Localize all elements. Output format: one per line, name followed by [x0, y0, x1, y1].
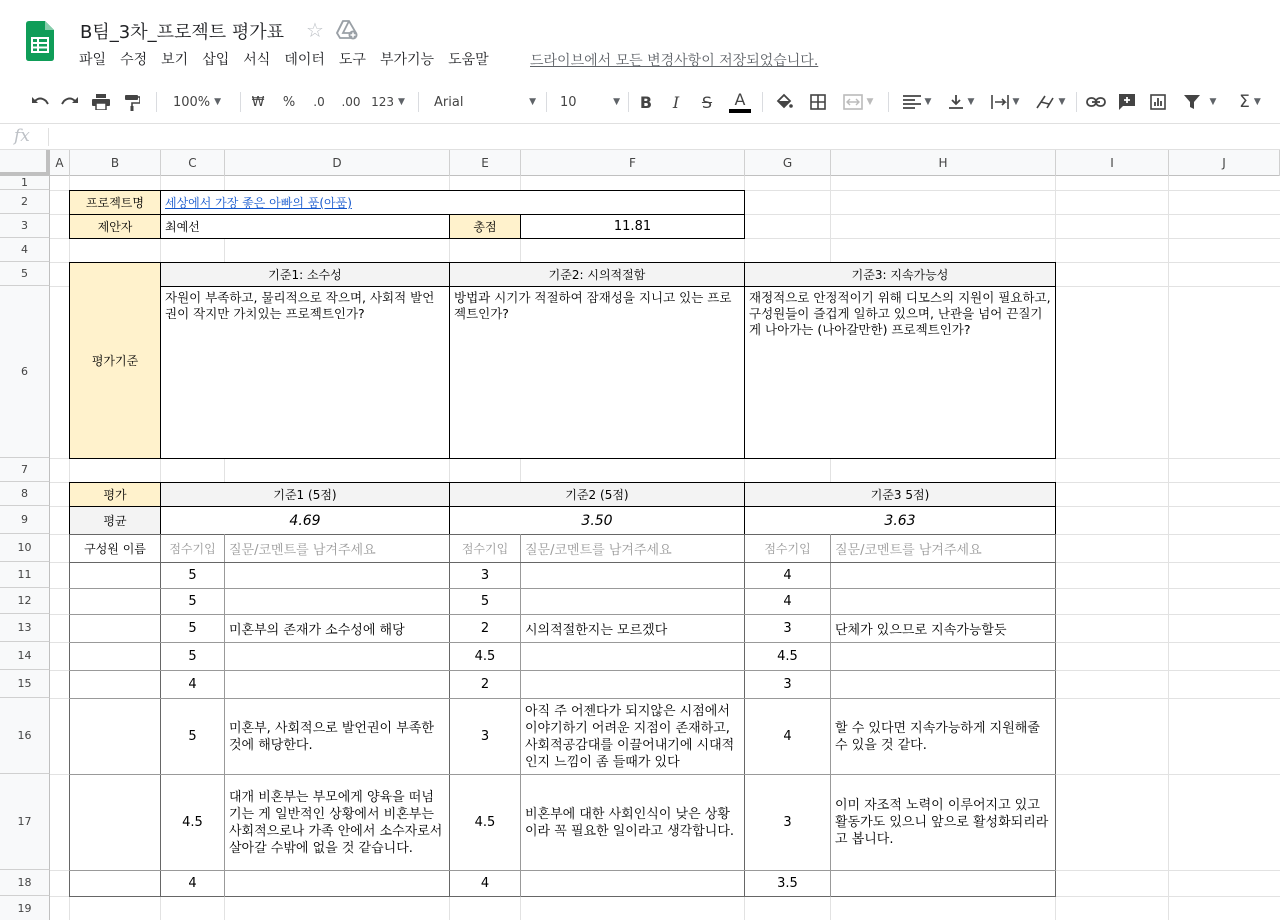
merge-cells-icon[interactable] [838, 80, 878, 124]
fill-color-icon[interactable] [772, 80, 796, 124]
menu-edit[interactable]: 수정 [120, 52, 148, 68]
criterion-3-title[interactable]: 기준3: 지속가능성 [744, 262, 1056, 287]
row-header-1[interactable]: 1 [0, 176, 50, 190]
score-cell[interactable]: 3 [480, 568, 490, 583]
score-cell[interactable]: 3 [783, 621, 792, 636]
percent-format-button[interactable]: % [282, 94, 296, 110]
criterion-2-description[interactable]: 방법과 시기가 적절하여 잠재성을 지니고 있는 프로젝트인가? [449, 286, 745, 459]
caret-down-icon: ▼ [1058, 97, 1066, 107]
score-header-2[interactable]: 점수기입 [461, 542, 509, 556]
criterion-2-average[interactable]: 3.50 [449, 506, 745, 535]
filter-icon[interactable] [1178, 80, 1222, 124]
row-header-3[interactable]: 3 [0, 214, 50, 238]
score-cell[interactable]: 4.5 [777, 649, 798, 664]
average-label[interactable]: 평균 [69, 506, 161, 535]
zoom-select[interactable] [162, 80, 232, 124]
member-name-header[interactable]: 구성원 이름 [84, 542, 146, 556]
score-cell[interactable]: 4.5 [474, 815, 496, 830]
member-name-cell[interactable] [70, 589, 160, 614]
font-family-value: Arial [434, 94, 464, 110]
score-cell[interactable]: 5 [188, 594, 197, 609]
column-header-d[interactable]: D [225, 150, 450, 176]
column-headers [0, 150, 1280, 176]
document-title[interactable]: B팀_3차_프로젝트 평가표 [80, 22, 285, 43]
comment-cell[interactable] [831, 643, 1055, 670]
column-header-i[interactable]: I [1056, 150, 1169, 176]
row-header-18[interactable]: 18 [0, 870, 50, 896]
row-header-15[interactable]: 15 [0, 670, 50, 698]
text-wrap-icon[interactable] [986, 80, 1024, 124]
menu-format[interactable]: 서식 [243, 52, 271, 68]
fx-icon: fx [14, 126, 30, 146]
menu-help[interactable]: 도움말 [448, 52, 489, 68]
member-name-cell[interactable] [70, 699, 160, 774]
row-header-4[interactable]: 4 [0, 238, 50, 262]
column-header-g[interactable]: G [745, 150, 831, 176]
insert-chart-icon[interactable] [1146, 80, 1170, 124]
menu-view[interactable]: 보기 [161, 52, 189, 68]
borders-icon[interactable] [806, 80, 830, 124]
row-header-9[interactable]: 9 [0, 506, 50, 534]
column-header-j[interactable]: J [1169, 150, 1280, 176]
sigma-glyph: Σ [1239, 92, 1250, 112]
caret-down-icon: ▼ [1012, 97, 1020, 107]
row-header-2[interactable]: 2 [0, 190, 50, 214]
comment-cell[interactable] [521, 643, 744, 670]
row-header-17[interactable]: 17 [0, 774, 50, 870]
criterion-1-average[interactable]: 4.69 [160, 506, 450, 535]
menu-tools[interactable]: 도구 [338, 52, 366, 68]
column-header-b[interactable]: B [70, 150, 161, 176]
criterion-3-average[interactable]: 3.63 [744, 506, 1056, 535]
column-header-h[interactable]: H [831, 150, 1056, 176]
score-cell[interactable]: 2 [480, 621, 490, 636]
sheets-logo-icon[interactable] [26, 21, 54, 61]
zoom-value: 100% [172, 94, 211, 110]
score-cell[interactable]: 5 [188, 568, 197, 583]
score-header-3[interactable]: 점수기입 [764, 542, 811, 556]
criterion-2-title[interactable]: 기준2: 시의적절함 [449, 262, 745, 287]
caret-down-icon: ▼ [1253, 97, 1261, 107]
comment-cell[interactable] [521, 871, 744, 896]
total-score-label[interactable]: 총점 [449, 214, 521, 239]
functions-icon[interactable] [1230, 80, 1270, 124]
score-cell[interactable]: 4.5 [474, 649, 496, 664]
star-icon[interactable]: ☆ [306, 18, 324, 42]
comment-cell[interactable] [225, 871, 449, 896]
score-cell[interactable]: 3 [783, 815, 792, 830]
member-name-cell[interactable] [70, 871, 160, 896]
row-header-11[interactable]: 11 [0, 562, 50, 588]
save-status-link[interactable]: 드라이브에서 모든 변경사항이 저장되었습니다. [530, 53, 819, 69]
row-header-19[interactable]: 19 [0, 896, 50, 920]
comment-cell[interactable]: 이미 자조적 노력이 이루어지고 있고 활동가도 있으니 앞으로 활성화되리라고 봅니다. [835, 798, 1049, 847]
spreadsheet-grid[interactable] [0, 150, 1280, 920]
comment-header-1[interactable]: 질문/코멘트를 남겨주세요 [229, 543, 376, 558]
strikethrough-button[interactable]: S [701, 92, 713, 112]
project-name-link[interactable]: 세상에서 가장 좋은 아빠의 품(아품) [165, 196, 352, 210]
score-cell[interactable]: 3 [783, 677, 792, 692]
menu-bar [72, 50, 496, 72]
text-color-swatch [729, 109, 751, 113]
vertical-align-icon[interactable] [942, 80, 980, 124]
score-cell[interactable]: 2 [480, 677, 490, 692]
member-name-cell[interactable] [70, 775, 160, 870]
project-name-cell[interactable] [160, 190, 745, 215]
cell-layer [0, 150, 1280, 920]
menu-data[interactable]: 데이터 [284, 52, 325, 68]
caret-down-icon: ▼ [866, 97, 874, 107]
comment-cell[interactable] [225, 563, 449, 588]
score-cell[interactable]: 5 [188, 621, 197, 636]
insert-comment-icon[interactable] [1115, 80, 1139, 124]
italic-button[interactable]: I [672, 92, 680, 112]
comment-cell[interactable] [521, 671, 744, 698]
increase-decimal-button[interactable]: .00 [341, 95, 361, 109]
move-to-drive-icon[interactable] [336, 20, 358, 40]
score-cell[interactable]: 4 [188, 677, 197, 692]
column-header-a[interactable]: A [50, 150, 70, 176]
comment-cell[interactable] [521, 589, 744, 614]
score-cell[interactable]: 4 [783, 568, 792, 583]
score-cell[interactable]: 3.5 [777, 876, 798, 891]
comment-cell[interactable] [831, 671, 1055, 698]
text-color-button[interactable] [728, 80, 752, 124]
caret-down-icon: ▼ [1209, 97, 1217, 107]
caret-down-icon: ▼ [967, 97, 975, 107]
comment-cell[interactable]: 아직 주 어젠다가 되지않은 시점에서 이야기하기 어려운 지점이 존재하고, 사회적공감대를 이끌어내기에 시대적인지 느낌이 좀 들때가 있다 [525, 703, 735, 770]
row-header-8[interactable]: 8 [0, 482, 50, 506]
caret-down-icon: ▼ [529, 97, 536, 107]
score-cell[interactable]: 5 [480, 594, 490, 609]
project-name-label[interactable]: 프로젝트명 [69, 190, 161, 215]
total-score-value[interactable]: 11.81 [520, 214, 745, 239]
menu-file[interactable]: 파일 [79, 52, 107, 68]
insert-link-icon[interactable] [1084, 80, 1108, 124]
row-header-7[interactable]: 7 [0, 458, 50, 482]
row-header-5[interactable]: 5 [0, 262, 50, 286]
menu-insert[interactable]: 삽입 [202, 52, 230, 68]
score-header-1[interactable]: 점수기입 [169, 542, 216, 556]
comment-cell[interactable] [521, 563, 744, 588]
column-header-f[interactable]: F [521, 150, 745, 176]
comment-header-2[interactable]: 질문/코멘트를 남겨주세요 [525, 543, 672, 558]
comment-cell[interactable]: 비혼부에 대한 사회인식이 낮은 상황이라 꼭 필요한 일이라고 생각합니다. [525, 806, 735, 839]
criteria-label[interactable]: 평가기준 [69, 262, 161, 459]
caret-down-icon: ▼ [924, 97, 932, 107]
score-cell[interactable]: 3 [480, 729, 490, 744]
formula-input[interactable] [56, 126, 1266, 148]
score-cell[interactable]: 5 [188, 729, 197, 744]
comment-cell[interactable] [831, 563, 1055, 588]
row-header-16[interactable]: 16 [0, 698, 50, 774]
comment-header-3[interactable]: 질문/코멘트를 남겨주세요 [835, 543, 982, 558]
comment-cell[interactable]: 미혼부, 사회적으로 발언권이 부족한 것에 해당한다. [229, 720, 434, 753]
comment-cell[interactable]: 단체가 있으므로 지속가능할듯 [835, 623, 1007, 638]
member-name-cell[interactable] [70, 563, 160, 588]
text-rotation-icon[interactable] [1030, 80, 1070, 124]
comment-cell[interactable]: 미혼부의 존재가 소수성에 해당 [229, 623, 405, 638]
column-header-c[interactable]: C [161, 150, 225, 176]
score-cell[interactable]: 4.5 [182, 815, 203, 830]
comment-cell[interactable]: 시의적절한지는 모르겠다 [525, 623, 668, 638]
member-name-cell[interactable] [70, 643, 160, 670]
member-name-cell[interactable] [70, 671, 160, 698]
score-cell[interactable]: 5 [188, 649, 197, 664]
proposer-label[interactable]: 제안자 [69, 214, 161, 239]
paint-format-icon[interactable] [120, 80, 144, 124]
horizontal-align-icon[interactable] [898, 80, 936, 124]
proposer-value[interactable]: 최예선 [160, 214, 450, 239]
row-header-10[interactable]: 10 [0, 534, 50, 562]
comment-cell[interactable] [225, 643, 449, 670]
evaluation-label[interactable]: 평가 [69, 482, 161, 507]
comment-cell[interactable]: 할 수 있다면 지속가능하게 지원해줄 수 있을 것 같다. [835, 720, 1040, 753]
text-color-label: A [734, 89, 746, 109]
font-size-value: 10 [560, 94, 577, 110]
more-formats-label: 123 [371, 95, 394, 109]
comment-cell[interactable] [225, 589, 449, 614]
row-header-12[interactable]: 12 [0, 588, 50, 614]
criterion-1-description[interactable]: 자원이 부족하고, 물리적으로 작으며, 사회적 발언권이 작지만 가치있는 프로젝트인가? [160, 286, 450, 459]
print-icon[interactable] [89, 80, 113, 124]
comment-cell[interactable]: 대개 비혼부는 부모에게 양육을 떠넘기는 게 일반적인 상황에서 비혼부는 사회적으로나 가족 안에서 소수자로서 살아갈 수밖에 없을 것 같습니다. [229, 789, 443, 856]
row-header-14[interactable]: 14 [0, 642, 50, 670]
score-cell[interactable]: 4 [188, 876, 197, 891]
redo-icon[interactable] [58, 80, 82, 124]
row-header-13[interactable]: 13 [0, 614, 50, 642]
bold-button[interactable]: B [639, 92, 653, 112]
more-formats-button[interactable] [368, 80, 408, 124]
score-cell[interactable]: 4 [783, 729, 792, 744]
criterion-3-description[interactable]: 재정적으로 안정적이기 위해 디모스의 지원이 필요하고, 구성원들이 즐겁게 일하고 있으며, 난관을 넘어 끈질기게 나아가는 (나아갈만한) 프로젝트인가? [744, 286, 1056, 459]
font-size-select[interactable] [554, 80, 620, 124]
row-header-6[interactable]: 6 [0, 286, 50, 458]
eval-criterion-1-title[interactable]: 기준1 (5점) [160, 482, 450, 507]
eval-criterion-3-title[interactable]: 기준3 5점) [744, 482, 1056, 507]
formula-bar [0, 124, 1280, 150]
member-name-cell[interactable] [70, 615, 160, 642]
toolbar [0, 80, 1280, 124]
font-family-select[interactable] [428, 80, 536, 124]
criterion-1-title[interactable]: 기준1: 소수성 [160, 262, 450, 287]
app-header [0, 0, 1280, 80]
caret-down-icon: ▼ [214, 97, 222, 107]
decrease-decimal-button[interactable]: .0 [313, 95, 325, 109]
score-cell[interactable]: 4 [480, 876, 490, 891]
caret-down-icon: ▼ [613, 97, 620, 107]
score-cell[interactable]: 4 [783, 594, 792, 609]
comment-cell[interactable] [831, 871, 1055, 896]
comment-cell[interactable] [225, 671, 449, 698]
currency-format-button[interactable]: ₩ [251, 94, 265, 110]
comment-cell[interactable] [831, 589, 1055, 614]
caret-down-icon: ▼ [397, 97, 405, 107]
eval-criterion-2-title[interactable]: 기준2 (5점) [449, 482, 745, 507]
column-header-e[interactable]: E [450, 150, 521, 176]
undo-icon[interactable] [28, 80, 52, 124]
select-all-corner[interactable] [0, 150, 50, 176]
menu-addons[interactable]: 부가기능 [379, 52, 435, 68]
